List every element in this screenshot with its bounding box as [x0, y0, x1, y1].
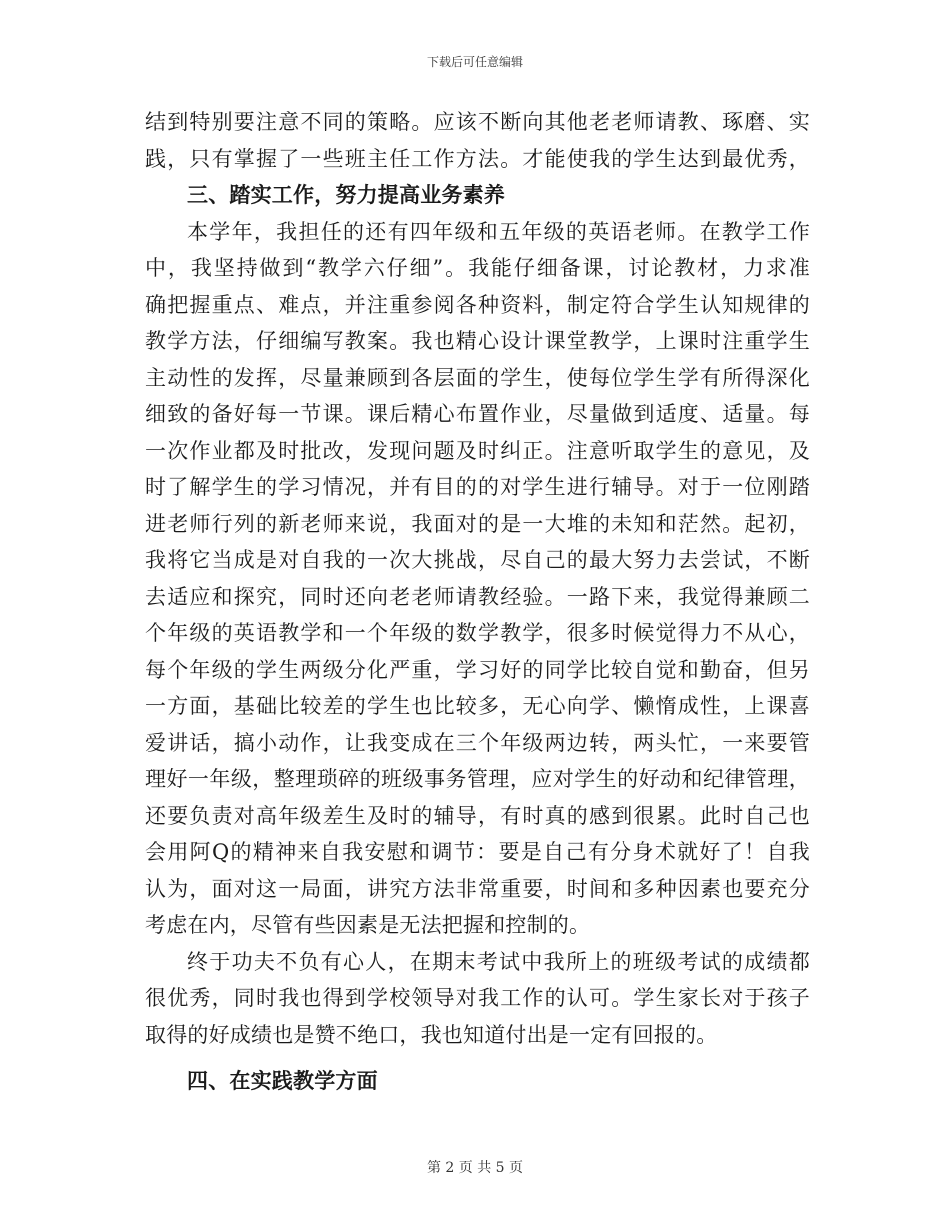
paragraph-line: 我将它当成是对自我的一次大挑战，尽自己的最大努力去尝试，不断	[145, 548, 810, 572]
paragraph-line: 理好一年级，整理琐碎的班级事务管理，应对学生的好动和纪律管理，	[145, 767, 810, 791]
paragraph-line: 取得的好成绩也是赞不绝口，我也知道付出是一定有回报的。	[145, 1022, 718, 1047]
paragraph-line: 主动性的发挥，尽量兼顾到各层面的学生，使每位学生学有所得深化	[145, 365, 810, 390]
document-body	[145, 104, 810, 1100]
paragraph-line: 爱讲话，搞小动作，让我变成在三个年级两边转，两头忙，一来要管	[145, 730, 810, 755]
paragraph-line: 一次作业都及时批改，发现问题及时纠正。注意听取学生的意见，及	[145, 438, 810, 463]
section-heading: 三、踏实工作，努力提高业务素养	[187, 183, 505, 207]
paragraph-line: 个年级的英语教学和一个年级的数学教学，很多时候觉得力不从心，	[145, 621, 810, 645]
paragraph-line: 结到特别要注意不同的策略。应该不断向其他老老师请教、琢磨、实	[145, 110, 810, 134]
paragraph-line: 会用阿Q的精神来自我安慰和调节：要是自己有分身术就好了！自我	[145, 840, 810, 864]
paragraph-line: 一方面，基础比较差的学生也比较多，无心向学、懒惰成性，上课喜	[145, 694, 810, 718]
paragraph-line: 确把握重点、难点，并注重参阅各种资料，制定符合学生认知规律的	[145, 292, 810, 317]
paragraph-line: 还要负责对高年级差生及时的辅导，有时真的感到很累。此时自己也	[145, 803, 810, 828]
section-heading: 四、在实践教学方面	[187, 1069, 378, 1093]
paragraph-line: 教学方法，仔细编写教案。我也精心设计课堂教学，上课时注重学生	[145, 329, 810, 353]
paragraph-line: 时了解学生的学习情况，并有目的的对学生进行辅导。对于一位刚踏	[145, 475, 810, 499]
paragraph-line: 每个年级的学生两级分化严重，学习好的同学比较自觉和勤奋，但另	[145, 657, 810, 682]
paragraph-line: 践，只有掌握了一些班主任工作方法。才能使我的学生达到最优秀，	[145, 146, 810, 171]
paragraph-line: 考虑在内，尽管有些因素是无法把握和控制的。	[145, 913, 591, 937]
paragraph-line: 中，我坚持做到“教学六仔细”。我能仔细备课，讨论教材，力求准	[145, 256, 810, 280]
page-header: 下载后可任意编辑	[426, 55, 523, 69]
page-footer: 第 2 页 共 5 页	[426, 1160, 524, 1176]
paragraph-line: 细致的备好每一节课。课后精心布置作业，尽量做到适度、适量。每	[145, 402, 810, 426]
paragraph-line: 去适应和探究，同时还向老老师请教经验。一路下来，我觉得兼顾二	[145, 584, 810, 609]
paragraph-line: 认为，面对这一局面，讲究方法非常重要，时间和多种因素也要充分	[145, 876, 810, 901]
paragraph-line: 进老师行列的新老师来说，我面对的是一大堆的未知和茫然。起初，	[145, 511, 810, 536]
paragraph-line: 本学年，我担任的还有四年级和五年级的英语老师。在教学工作	[187, 219, 810, 244]
paragraph-line: 终于功夫不负有心人，在期末考试中我所上的班级考试的成绩都	[187, 949, 810, 974]
paragraph-line: 很优秀，同时我也得到学校领导对我工作的认可。学生家长对于孩子	[145, 986, 810, 1010]
